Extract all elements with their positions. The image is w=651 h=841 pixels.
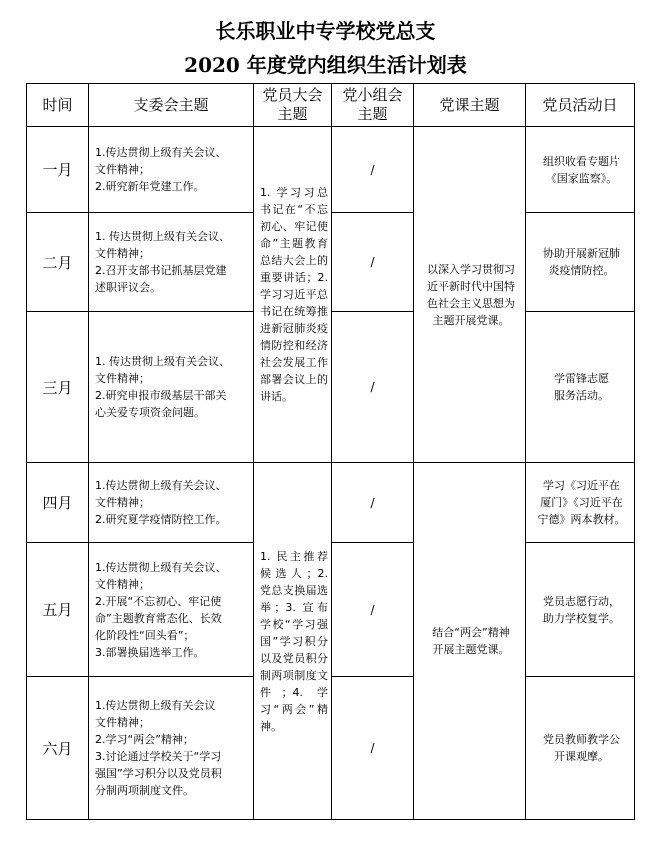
- month-cell: 五月: [27, 543, 89, 677]
- text-line: 2.研究申报市级基层干部关: [95, 389, 227, 402]
- text-line: 以深入学习贯彻习: [427, 262, 515, 276]
- branch-topic-cell: [89, 677, 254, 820]
- page-title: 长乐职业中专学校党总支: [215, 19, 436, 43]
- lecture-topic-cell: [414, 463, 526, 820]
- branch-topic-cell: [89, 213, 254, 312]
- header-activity-day: 党员活动日: [526, 84, 635, 127]
- text-line: 1. 传达贯彻上级有关会议、: [95, 230, 230, 243]
- month-cell: 一月: [27, 127, 89, 213]
- text-line: 心关爱专项资金问题。: [95, 406, 205, 419]
- text-line: 2.研究新年党建工作。: [95, 180, 205, 193]
- text-line: 文件精神；: [95, 247, 150, 260]
- text-line: 党员志愿行动，: [543, 594, 620, 608]
- text-line: 命”主题教育常态化、长效: [95, 611, 222, 625]
- header-general-meeting: [254, 84, 332, 127]
- activity-day-cell: [526, 543, 635, 677]
- branch-topic-cell: [89, 543, 254, 677]
- header-group-line2: 主题: [357, 105, 388, 123]
- month-cell: 三月: [27, 312, 89, 463]
- plan-table: [26, 83, 635, 820]
- text-line: 宁德》两本教材。: [537, 513, 626, 526]
- text-line: 炎疫情防控。: [548, 264, 615, 277]
- text-line: 主题开展党课。: [432, 313, 510, 327]
- lecture-topic-cell: [414, 127, 526, 463]
- text-line: 分制两项制度文件。: [95, 784, 194, 797]
- month-cell: 二月: [27, 213, 89, 312]
- group-topic-cell: /: [332, 127, 414, 213]
- activity-day-cell: [526, 127, 635, 213]
- month-cell: 四月: [27, 463, 89, 543]
- activity-day-cell: [526, 463, 635, 543]
- text-line: 组织收看专题片: [543, 154, 620, 168]
- branch-topic-cell: [89, 127, 254, 213]
- text-line: 学习《习近平在: [543, 479, 620, 492]
- header-group-meeting: [332, 84, 414, 127]
- group-topic-cell: /: [332, 677, 414, 820]
- text-line: 开展主题党课。: [432, 643, 510, 656]
- header-group-line1: 党小组会: [342, 86, 403, 104]
- text-line: 文件精神；: [95, 372, 150, 385]
- text-line: 服务活动。: [554, 389, 609, 402]
- header-row: [27, 84, 635, 127]
- text-line: 强国”学习积分以及党员积: [95, 767, 222, 780]
- group-topic-cell: /: [332, 213, 414, 312]
- text-line: 色社会主义思想为: [427, 296, 515, 310]
- text-line: 文件精神；: [95, 716, 150, 729]
- text-line: 1.传达贯彻上级有关会议、: [95, 479, 227, 492]
- table-row: [27, 463, 635, 543]
- text-line: 3.讨论通过学校关于“学习: [95, 750, 222, 763]
- header-general-line2: 主题: [277, 105, 308, 123]
- text-line: 述职评议会。: [95, 281, 161, 294]
- text-line: 1.传达贯彻上级有关会议、: [95, 146, 227, 159]
- text-line: 近平新时代中国特: [427, 279, 515, 293]
- text-line: 文件精神；: [95, 496, 150, 509]
- group-topic-cell: /: [332, 312, 414, 463]
- text-line: 结合“两会”精神: [432, 626, 510, 639]
- month-cell: 六月: [27, 677, 89, 820]
- text-line: 1.传达贯彻上级有关会议、: [95, 560, 227, 574]
- branch-topic-cell: [89, 312, 254, 463]
- text-line: 助力学校复学。: [543, 611, 620, 625]
- text-line: 党员教师教学公: [543, 733, 620, 746]
- general-topic-cell: 1. 学习习总书记在“不忘初心、牢记使命”主题教育总结大会上的重要讲话；2. 学习习近平总书记在统筹推进新冠肺炎疫情防控和经济社会发展工作部署会议上的讲话。: [254, 127, 332, 463]
- text-line: 1.传达贯彻上级有关会议: [95, 699, 216, 712]
- text-line: 学雷锋志愿: [554, 372, 609, 385]
- activity-day-cell: [526, 213, 635, 312]
- text-line: 化阶段性“回头看”；: [95, 628, 195, 642]
- header-general-line1: 党员大会: [262, 86, 323, 104]
- text-line: 2.开展“不忘初心、牢记使: [95, 594, 222, 608]
- group-topic-cell: /: [332, 543, 414, 677]
- text-line: 1. 传达贯彻上级有关会议、: [95, 355, 230, 368]
- page-subtitle: 2020 年度党内组织生活计划表: [184, 53, 467, 77]
- text-line: 厦门》《习近平在: [540, 496, 623, 509]
- text-line: 2.研究夏学疫情防控工作。: [95, 513, 227, 526]
- text-line: 3.部署换届选举工作。: [95, 645, 205, 659]
- text-line: 文件精神；: [95, 577, 150, 591]
- general-topic-cell: 1. 民主推荐候选人；2. 党总支换届选举；3. 宣布学校“学习强国”学习积分以及党员积分制两项制度文件；4. 学习“两会”精神。: [254, 463, 332, 820]
- group-topic-cell: /: [332, 463, 414, 543]
- text-line: 《国家监察》。: [545, 171, 618, 185]
- header-time: 时间: [27, 84, 89, 127]
- header-party-lecture: 党课主题: [414, 84, 526, 127]
- text-line: 协助开展新冠肺: [543, 247, 620, 260]
- header-branch-topic: 支委会主题: [89, 84, 254, 127]
- text-line: 文件精神；: [95, 163, 150, 176]
- text-line: 2.学习“两会”精神；: [95, 733, 194, 746]
- text-line: 2.召开支部书记抓基层党建: [95, 264, 227, 277]
- table-row: [27, 127, 635, 213]
- activity-day-cell: [526, 677, 635, 820]
- text-line: 开课观摩。: [554, 750, 609, 763]
- branch-topic-cell: [89, 463, 254, 543]
- activity-day-cell: [526, 312, 635, 463]
